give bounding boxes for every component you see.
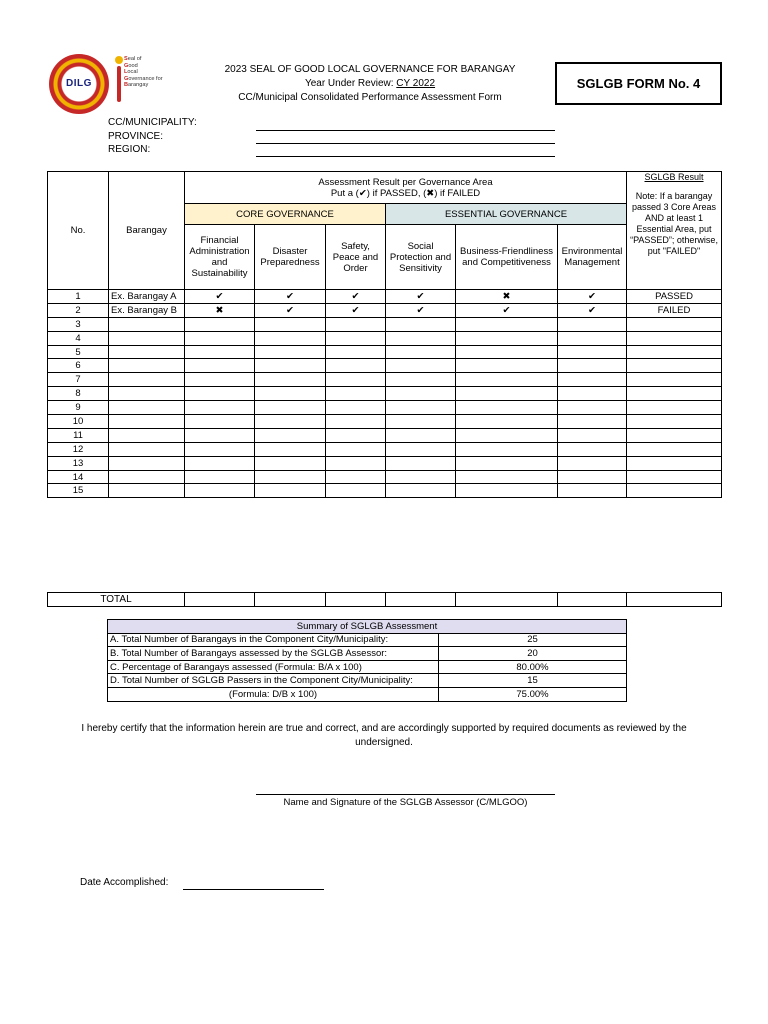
row-mark[interactable]	[185, 387, 255, 401]
row-mark[interactable]	[386, 470, 456, 484]
row-mark[interactable]	[558, 317, 627, 331]
row-barangay[interactable]: Ex. Barangay A	[109, 290, 185, 304]
municipality-label: CC/MUNICIPALITY:	[108, 117, 197, 128]
summary-row: D. Total Number of SGLGB Passers in the Component City/Municipality: 15	[108, 674, 627, 688]
row-mark[interactable]	[255, 428, 326, 442]
row-mark[interactable]	[558, 470, 627, 484]
row-mark[interactable]	[558, 373, 627, 387]
row-mark[interactable]	[185, 373, 255, 387]
table-row	[48, 345, 722, 359]
row-mark[interactable]	[456, 331, 558, 345]
row-mark[interactable]	[326, 428, 386, 442]
total-cell[interactable]	[386, 593, 456, 607]
row-no: 14	[48, 470, 109, 484]
row-mark[interactable]: ✖	[456, 290, 558, 304]
row-mark[interactable]	[558, 401, 627, 415]
row-no: 8	[48, 387, 109, 401]
row-result[interactable]	[627, 373, 722, 387]
row-no: 13	[48, 456, 109, 470]
row-mark[interactable]	[386, 373, 456, 387]
row-result[interactable]	[627, 456, 722, 470]
row-mark[interactable]	[558, 359, 627, 373]
row-mark[interactable]	[255, 442, 326, 456]
row-mark[interactable]: ✔	[255, 303, 326, 317]
row-result[interactable]	[627, 345, 722, 359]
row-result[interactable]	[627, 470, 722, 484]
row-barangay[interactable]	[109, 456, 185, 470]
summary-row: (Formula: D/B x 100) 75.00%	[108, 687, 627, 701]
summary-title: Summary of SGLGB Assessment	[108, 620, 627, 634]
row-mark[interactable]: ✔	[386, 303, 456, 317]
row-mark[interactable]	[456, 456, 558, 470]
form-title: 2023 SEAL OF GOOD LOCAL GOVERNANCE FOR BARANGAY	[224, 64, 516, 75]
row-mark[interactable]	[456, 428, 558, 442]
row-mark[interactable]: ✔	[386, 290, 456, 304]
row-mark[interactable]	[456, 373, 558, 387]
row-mark[interactable]	[326, 415, 386, 429]
row-mark[interactable]	[558, 428, 627, 442]
row-mark[interactable]	[255, 359, 326, 373]
seal-logo-icon	[114, 54, 124, 104]
row-mark[interactable]	[255, 373, 326, 387]
row-mark[interactable]	[386, 345, 456, 359]
province-label: PROVINCE:	[108, 131, 164, 142]
row-mark[interactable]: ✔	[558, 290, 627, 304]
row-no: 4	[48, 331, 109, 345]
region-field[interactable]	[256, 156, 555, 157]
row-mark[interactable]	[185, 470, 255, 484]
row-result[interactable]	[627, 442, 722, 456]
row-mark[interactable]	[456, 359, 558, 373]
row-result[interactable]	[627, 484, 722, 498]
row-mark[interactable]	[255, 484, 326, 498]
row-barangay[interactable]	[109, 331, 185, 345]
table-row	[48, 303, 722, 317]
table-row	[48, 331, 722, 345]
total-cell[interactable]	[255, 593, 326, 607]
area-header: Safety, Peace and Order	[326, 225, 386, 290]
date-field[interactable]	[183, 889, 324, 890]
row-mark[interactable]	[456, 484, 558, 498]
row-mark[interactable]	[456, 415, 558, 429]
table-row	[48, 373, 722, 387]
col-no-header: No.	[48, 172, 109, 290]
row-barangay[interactable]	[109, 359, 185, 373]
row-mark[interactable]	[386, 317, 456, 331]
row-barangay[interactable]	[109, 415, 185, 429]
date-label: Date Accomplished:	[80, 877, 169, 888]
row-mark[interactable]	[255, 415, 326, 429]
row-mark[interactable]	[326, 401, 386, 415]
row-mark[interactable]	[255, 387, 326, 401]
row-barangay[interactable]	[109, 484, 185, 498]
row-barangay[interactable]	[109, 470, 185, 484]
row-mark[interactable]	[185, 415, 255, 429]
row-mark[interactable]	[326, 456, 386, 470]
row-mark[interactable]	[456, 401, 558, 415]
total-row	[47, 592, 722, 607]
table-row	[48, 484, 722, 498]
table-row	[48, 359, 722, 373]
row-no: 1	[48, 290, 109, 304]
row-no: 6	[48, 359, 109, 373]
row-mark[interactable]	[558, 484, 627, 498]
row-mark[interactable]	[386, 359, 456, 373]
row-no: 15	[48, 484, 109, 498]
row-barangay[interactable]	[109, 345, 185, 359]
row-no: 3	[48, 317, 109, 331]
row-mark[interactable]	[185, 428, 255, 442]
seal-logo-text: Seal of Good Local Governance for Barangay	[124, 56, 163, 89]
row-mark[interactable]	[185, 484, 255, 498]
total-cell[interactable]	[185, 593, 255, 607]
row-mark[interactable]	[456, 317, 558, 331]
row-no: 2	[48, 303, 109, 317]
summary-row: A. Total Number of Barangays in the Component City/Municipality: 25	[108, 633, 627, 647]
row-mark[interactable]	[456, 345, 558, 359]
row-mark[interactable]: ✔	[326, 303, 386, 317]
summary-table	[107, 619, 627, 702]
signature-label: Name and Signature of the SGLGB Assessor (C/MLGOO)	[283, 797, 528, 808]
row-no: 9	[48, 401, 109, 415]
total-cell[interactable]	[326, 593, 386, 607]
form-subtitle: CC/Municipal Consolidated Performance Assessment Form	[238, 92, 502, 103]
row-mark[interactable]	[326, 470, 386, 484]
row-result[interactable]: FAILED	[627, 303, 722, 317]
summary-row: B. Total Number of Barangays assessed by the SGLGB Assessor: 20	[108, 647, 627, 661]
row-mark[interactable]	[456, 442, 558, 456]
area-header: Disaster Preparedness	[255, 225, 326, 290]
row-mark[interactable]	[386, 484, 456, 498]
area-header: Business-Friendliness and Competitiveness	[456, 225, 558, 290]
row-mark[interactable]	[386, 456, 456, 470]
row-mark[interactable]	[326, 331, 386, 345]
row-no: 12	[48, 442, 109, 456]
row-mark[interactable]: ✔	[558, 303, 627, 317]
table-row	[48, 470, 722, 484]
row-mark[interactable]	[326, 442, 386, 456]
row-mark[interactable]	[185, 359, 255, 373]
row-mark[interactable]	[255, 331, 326, 345]
row-mark[interactable]	[456, 387, 558, 401]
summary-row: C. Percentage of Barangays assessed (Formula: B/A x 100) 80.00%	[108, 660, 627, 674]
area-header: Social Protection and Sensitivity	[386, 225, 456, 290]
dilg-logo-text: DILG	[66, 78, 92, 89]
row-barangay[interactable]: Ex. Barangay B	[109, 303, 185, 317]
total-cell[interactable]	[627, 593, 722, 607]
area-header: Environmental Management	[558, 225, 627, 290]
row-barangay[interactable]	[109, 442, 185, 456]
row-mark[interactable]	[326, 373, 386, 387]
certification-text: I hereby certify that the information herein are true and correct, and are accordingly supported by required documents as reviewed by the undersigned.	[81, 723, 687, 748]
row-mark[interactable]	[255, 401, 326, 415]
row-mark[interactable]	[255, 317, 326, 331]
row-no: 5	[48, 345, 109, 359]
row-result[interactable]	[627, 359, 722, 373]
row-mark[interactable]	[558, 415, 627, 429]
table-row	[48, 387, 722, 401]
row-result[interactable]	[627, 415, 722, 429]
table-row	[48, 415, 722, 429]
table-row	[48, 456, 722, 470]
row-mark[interactable]: ✔	[185, 290, 255, 304]
core-governance-header: CORE GOVERNANCE	[185, 204, 386, 225]
row-mark[interactable]	[386, 428, 456, 442]
row-result[interactable]	[627, 317, 722, 331]
row-no: 10	[48, 415, 109, 429]
row-mark[interactable]	[386, 387, 456, 401]
row-mark[interactable]: ✔	[326, 290, 386, 304]
row-mark[interactable]: ✔	[255, 290, 326, 304]
row-mark[interactable]	[185, 456, 255, 470]
row-mark[interactable]	[386, 415, 456, 429]
row-mark[interactable]	[326, 317, 386, 331]
region-label: REGION:	[108, 144, 151, 155]
row-barangay[interactable]	[109, 401, 185, 415]
row-mark[interactable]	[386, 442, 456, 456]
row-no: 11	[48, 428, 109, 442]
essential-governance-header: ESSENTIAL GOVERNANCE	[386, 204, 627, 225]
row-mark[interactable]	[185, 442, 255, 456]
row-result[interactable]	[627, 401, 722, 415]
assessment-table	[47, 171, 722, 498]
table-row	[48, 290, 722, 304]
year-under-review: Year Under Review: CY 2022	[304, 78, 436, 89]
row-mark[interactable]	[326, 359, 386, 373]
municipality-field[interactable]	[256, 130, 555, 131]
row-mark[interactable]	[456, 470, 558, 484]
total-cell[interactable]	[456, 593, 558, 607]
row-mark[interactable]	[326, 345, 386, 359]
table-row	[48, 401, 722, 415]
row-result[interactable]: PASSED	[627, 290, 722, 304]
row-no: 7	[48, 373, 109, 387]
row-mark[interactable]	[185, 331, 255, 345]
row-mark[interactable]	[326, 484, 386, 498]
row-mark[interactable]	[558, 387, 627, 401]
area-header: Financial Administration and Sustainability	[185, 225, 255, 290]
signature-line[interactable]	[256, 794, 555, 795]
row-mark[interactable]	[185, 345, 255, 359]
row-barangay[interactable]	[109, 387, 185, 401]
dilg-logo	[49, 54, 109, 114]
row-mark[interactable]	[558, 442, 627, 456]
row-mark[interactable]	[185, 401, 255, 415]
row-barangay[interactable]	[109, 373, 185, 387]
row-result[interactable]	[627, 428, 722, 442]
row-mark[interactable]: ✔	[456, 303, 558, 317]
col-barangay-header: Barangay	[109, 172, 185, 290]
row-mark[interactable]	[185, 317, 255, 331]
row-mark[interactable]	[558, 456, 627, 470]
row-mark[interactable]	[255, 470, 326, 484]
row-mark[interactable]	[255, 456, 326, 470]
row-result[interactable]	[627, 387, 722, 401]
row-mark[interactable]	[558, 345, 627, 359]
row-mark[interactable]	[255, 345, 326, 359]
table-row	[48, 442, 722, 456]
table-row	[48, 317, 722, 331]
total-cell[interactable]	[558, 593, 627, 607]
assessment-header: Assessment Result per Governance Area Put a (✔) if PASSED, (✖) if FAILED	[185, 172, 627, 204]
row-mark[interactable]	[386, 331, 456, 345]
table-row	[48, 428, 722, 442]
row-mark[interactable]	[386, 401, 456, 415]
row-mark[interactable]	[558, 331, 627, 345]
row-barangay[interactable]	[109, 428, 185, 442]
form-number: SGLGB FORM No. 4	[555, 62, 722, 105]
province-field[interactable]	[256, 143, 555, 144]
row-barangay[interactable]	[109, 317, 185, 331]
result-header: SGLGB Result Note: If a barangay passed 3 Core Areas AND at least 1 Essential Area, put “PASSED”; otherwise, put "FAILED"	[627, 172, 722, 290]
row-result[interactable]	[627, 331, 722, 345]
row-mark[interactable]: ✖	[185, 303, 255, 317]
total-label: TOTAL	[48, 593, 185, 607]
row-mark[interactable]	[326, 387, 386, 401]
